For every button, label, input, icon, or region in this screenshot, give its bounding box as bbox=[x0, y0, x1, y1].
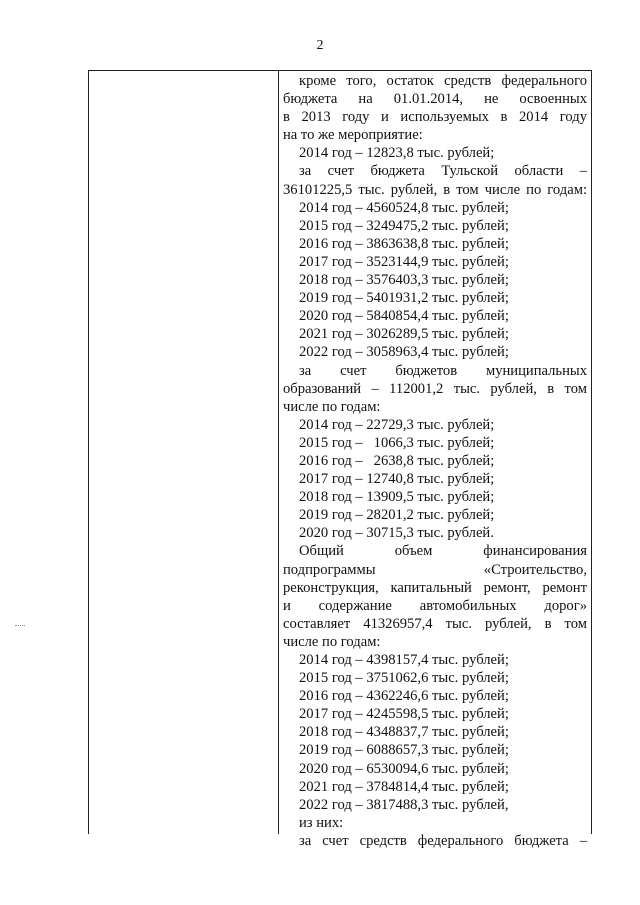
total-year-2018: 2018 год – 4348837,7 тыс. рублей; bbox=[299, 724, 509, 741]
tula-year-2018: 2018 год – 3576403,3 тыс. рублей; bbox=[299, 272, 509, 289]
tula-year-2014: 2014 год – 4560524,8 тыс. рублей; bbox=[299, 199, 509, 216]
municipal-year-2014: 2014 год – 22729,3 тыс. рублей; bbox=[299, 416, 495, 433]
total-year-2017: 2017 год – 4245598,5 тыс. рублей; bbox=[299, 706, 509, 723]
intro-line-2: бюджета на 01.01.2014, не освоенных bbox=[283, 91, 587, 108]
total-head-line-5: составляет 41326957,4 тыс. рублей, в том bbox=[283, 615, 587, 632]
total-year-2019: 2019 год – 6088657,3 тыс. рублей; bbox=[299, 742, 509, 759]
of-them-line: из них: bbox=[299, 814, 344, 831]
tula-head-line-2: 36101225,5 тыс. рублей, в том числе по годам: bbox=[283, 181, 587, 198]
municipal-year-2019: 2019 год – 28201,2 тыс. рублей; bbox=[299, 507, 495, 524]
total-year-2016: 2016 год – 4362246,6 тыс. рублей; bbox=[299, 688, 509, 705]
municipal-head-line-3: числе по годам: bbox=[283, 398, 381, 415]
total-head-line-1: Общий объем финансирования bbox=[299, 543, 587, 560]
tula-year-2020: 2020 год – 5840854,4 тыс. рублей; bbox=[299, 308, 509, 325]
total-year-2022: 2022 год – 3817488,3 тыс. рублей, bbox=[299, 796, 509, 813]
municipal-year-2016: 2016 год – 2638,8 тыс. рублей; bbox=[299, 452, 495, 469]
municipal-year-2015: 2015 год – 1066,3 тыс. рублей; bbox=[299, 434, 495, 451]
table-left-cell bbox=[89, 71, 278, 834]
intro-line-4: на то же мероприятие: bbox=[283, 127, 423, 144]
tula-year-2015: 2015 год – 3249475,2 тыс. рублей; bbox=[299, 217, 509, 234]
tula-year-2016: 2016 год – 3863638,8 тыс. рублей; bbox=[299, 235, 509, 252]
total-head-line-2: подпрограммы «Строительство, bbox=[283, 561, 587, 578]
page-number: 2 bbox=[316, 38, 324, 53]
municipal-head-line-1: за счет бюджетов муниципальных bbox=[299, 362, 587, 379]
tula-year-2019: 2019 год – 5401931,2 тыс. рублей; bbox=[299, 290, 509, 307]
intro-line-3: в 2013 году и используемых в 2014 году bbox=[283, 109, 587, 126]
tula-head-line-1: за счет бюджета Тульской области – bbox=[299, 163, 587, 180]
total-head-line-4: и содержание автомобильных дорог» bbox=[283, 597, 587, 614]
document-table bbox=[88, 70, 592, 849]
total-head-line-3: реконструкция, капитальный ремонт, ремонт bbox=[283, 579, 587, 596]
intro-year-line: 2014 год – 12823,8 тыс. рублей; bbox=[299, 145, 495, 162]
total-year-2014: 2014 год – 4398157,4 тыс. рублей; bbox=[299, 652, 509, 668]
municipal-head-line-2: образований – 112001,2 тыс. рублей, в том bbox=[283, 380, 587, 397]
municipal-year-2020: 2020 год – 30715,3 тыс. рублей. bbox=[299, 525, 494, 542]
total-year-2020: 2020 год – 6530094,6 тыс. рублей; bbox=[299, 760, 509, 777]
municipal-year-2017: 2017 год – 12740,8 тыс. рублей; bbox=[299, 471, 495, 488]
total-year-2015: 2015 год – 3751062,6 тыс. рублей; bbox=[299, 670, 509, 687]
total-year-2021: 2021 год – 3784814,4 тыс. рублей; bbox=[299, 778, 509, 795]
margin-mark bbox=[15, 625, 25, 626]
tula-year-2021: 2021 год – 3026289,5 тыс. рублей; bbox=[299, 326, 509, 343]
table-right-cell bbox=[279, 71, 591, 850]
total-head-line-6: числе по годам: bbox=[283, 633, 381, 650]
intro-line-1: кроме того, остаток средств федерального bbox=[299, 73, 587, 89]
tula-year-2022: 2022 год – 3058963,4 тыс. рублей; bbox=[299, 344, 509, 361]
tula-year-2017: 2017 год – 3523144,9 тыс. рублей; bbox=[299, 253, 509, 270]
federal-tail-line: за счет средств федерального бюджета – bbox=[299, 832, 587, 849]
municipal-year-2018: 2018 год – 13909,5 тыс. рублей; bbox=[299, 489, 495, 506]
